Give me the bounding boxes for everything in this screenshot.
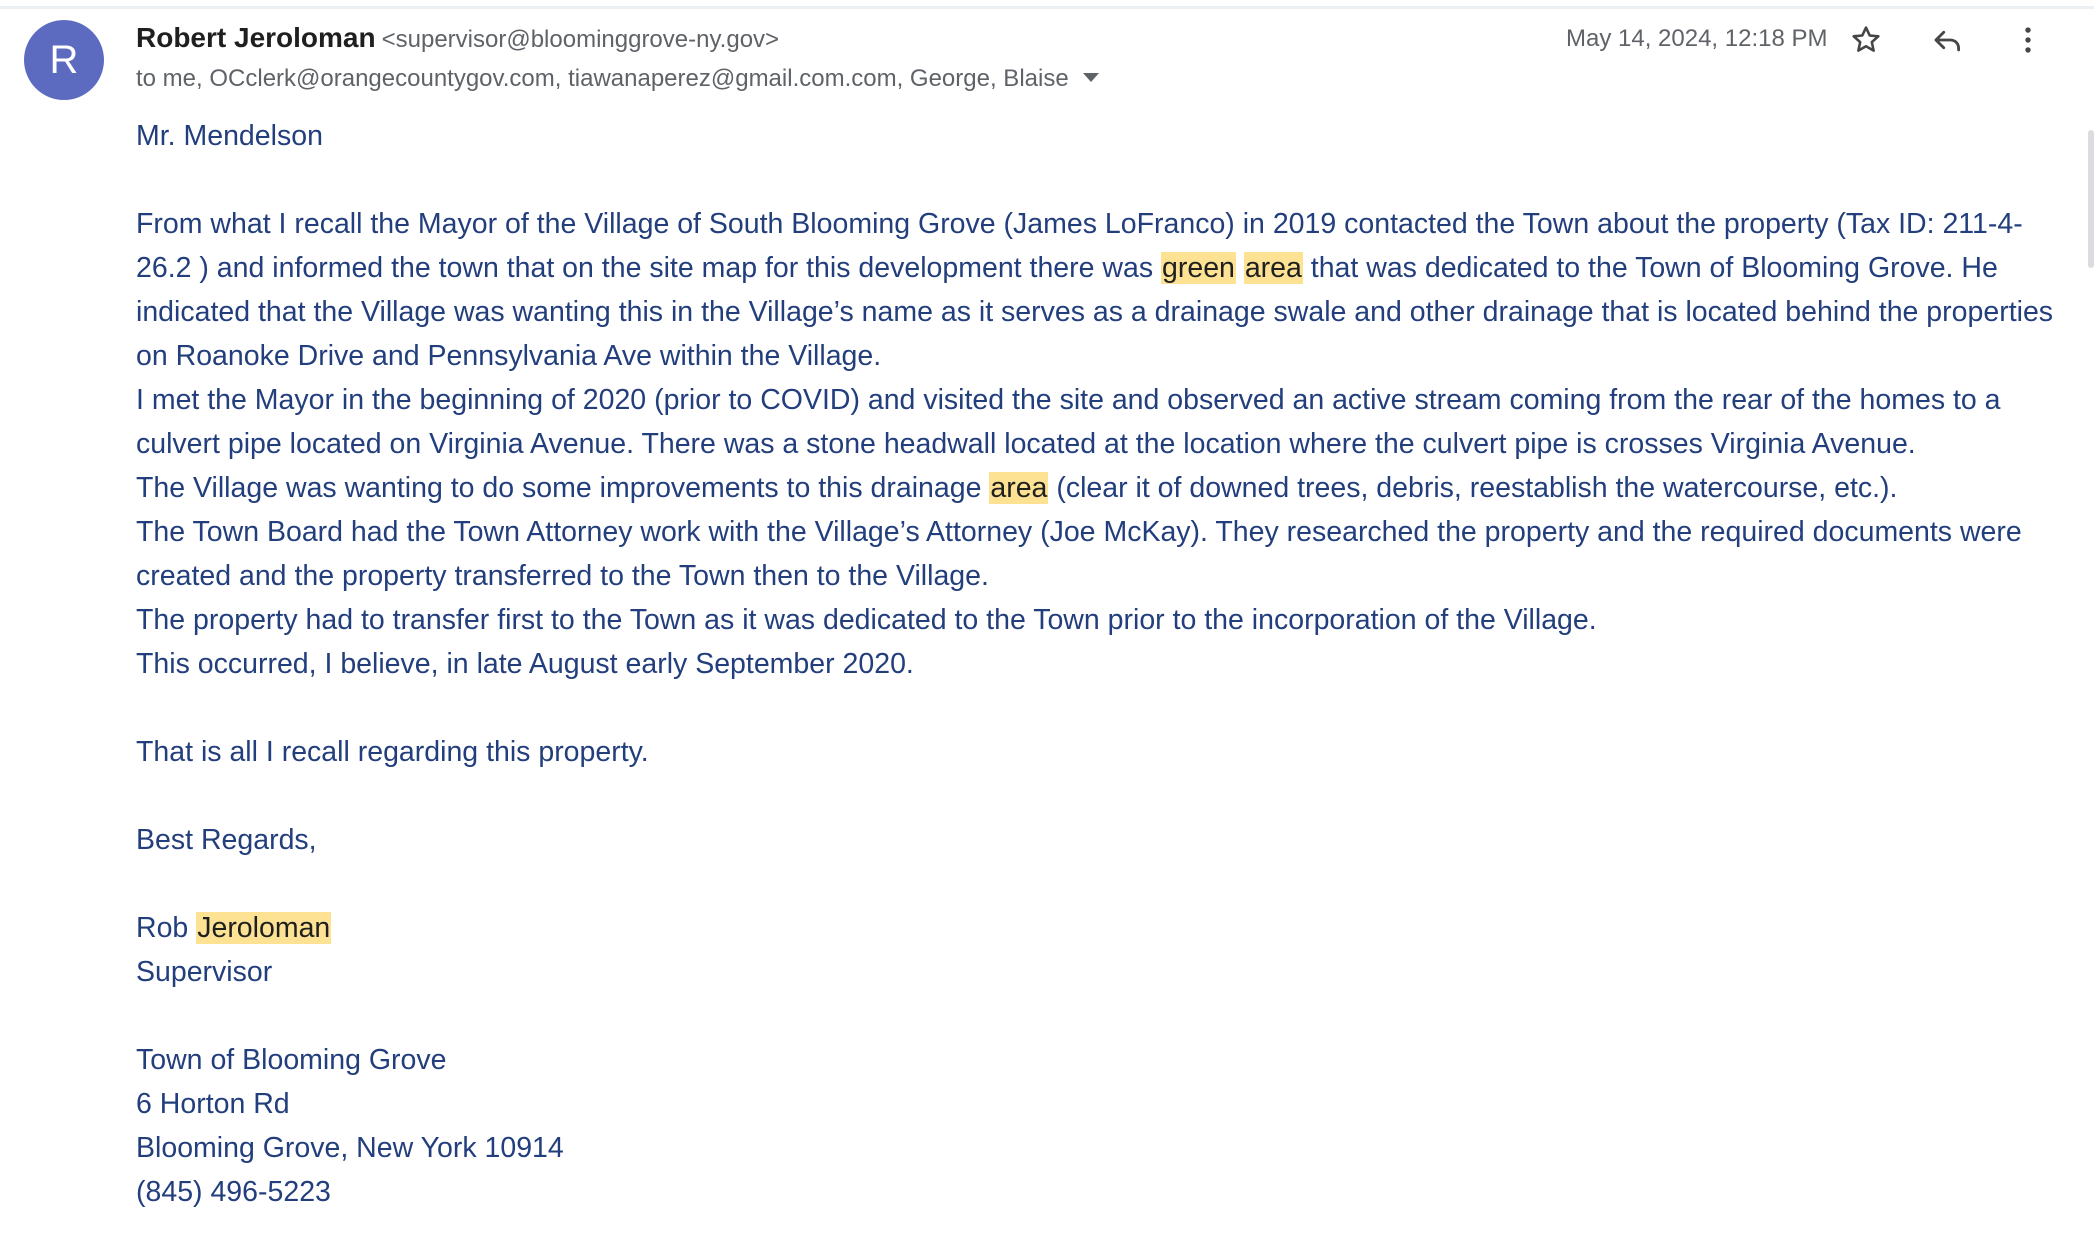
spacer	[136, 158, 2056, 202]
reply-button[interactable]	[1924, 16, 1972, 64]
sender-line	[136, 20, 779, 56]
reply-icon	[1931, 23, 1965, 57]
paragraph-3-text-a: The Village was wanting to do some improvements to this drainage	[136, 472, 990, 504]
signature-first-name: Rob	[136, 912, 189, 944]
paragraph-6: This occurred, I believe, in late August early September 2020.	[136, 648, 914, 680]
paragraph-1-text-a: From what I recall the Mayor of the Village of South Blooming Grove (James LoFranco) in 2019 contacted the Town about the property (Tax ID: 211-4-26.2 ) and informed the town that on the site map for this development there was	[136, 208, 2023, 284]
paragraph-1-text-b: that was dedicated to the Town of Blooming Grove. He indicated that the Village was wanting this in the Village’s name as it serves as a drainage swale and other drainage that is located behind the properties on Roanoke Drive and Pennsylvania Ave within the Village.	[136, 252, 2054, 372]
recipients-text: to me, OCclerk@orangecountygov.com, tiawanaperez@gmail.com.com, George, Blaise	[136, 65, 1069, 92]
salutation: Mr. Mendelson	[136, 120, 323, 152]
paragraph-4: The Town Board had the Town Attorney work with the Village’s Attorney (Joe McKay). They researched the property and the required documents were created and the property transferred to the Town then to the Village.	[136, 516, 2022, 592]
closing: Best Regards,	[136, 824, 317, 856]
signature-address-2: Blooming Grove, New York 10914	[136, 1132, 564, 1164]
signature-title: Supervisor	[136, 956, 273, 988]
top-divider	[0, 6, 2094, 9]
spacer	[136, 774, 2056, 818]
sender-email[interactable]: <supervisor@bloominggrove-ny.gov>	[381, 26, 780, 53]
paragraph-2: I met the Mayor in the beginning of 2020 (prior to COVID) and visited the site and observed an active stream coming from the rear of the homes to a culvert pipe located on Virginia Avenue. There was a stone headwall located at the location where the culvert pipe is crosses Virginia Avenue.	[136, 384, 2001, 460]
signature-address-1: 6 Horton Rd	[136, 1088, 290, 1120]
star-icon	[1849, 23, 1883, 57]
paragraph-5: The property had to transfer first to the Town as it was dedicated to the Town prior to the incorporation of the Village.	[136, 604, 1597, 636]
paragraph-1	[136, 202, 2056, 378]
recipients-line[interactable]	[136, 62, 1099, 96]
spacer	[136, 862, 2056, 906]
scrollbar[interactable]	[2088, 130, 2094, 268]
paragraph-7: That is all I recall regarding this property.	[136, 736, 649, 768]
signature-org: Town of Blooming Grove	[136, 1044, 447, 1076]
search-highlight: area	[1244, 252, 1302, 284]
timestamp: May 14, 2024, 12:18 PM	[1566, 25, 1828, 52]
more-options-button[interactable]	[2004, 16, 2052, 64]
paragraph-3-text-b: (clear it of downed trees, debris, reestablish the watercourse, etc.).	[1048, 472, 1898, 504]
search-highlight: green	[1162, 252, 1235, 284]
avatar[interactable]: R	[24, 20, 104, 100]
chevron-down-icon[interactable]	[1083, 73, 1099, 82]
sender-name[interactable]: Robert Jeroloman	[136, 22, 376, 53]
spacer	[136, 686, 2056, 730]
message-body	[136, 114, 2056, 1214]
search-highlight: Jeroloman	[197, 912, 331, 944]
more-vert-icon	[2011, 23, 2045, 57]
signature-name	[136, 906, 2056, 950]
search-highlight: area	[990, 472, 1048, 504]
signature-phone[interactable]: (845) 496-5223	[136, 1176, 331, 1208]
paragraph-3	[136, 466, 2056, 510]
spacer	[136, 994, 2056, 1038]
star-button[interactable]	[1842, 16, 1890, 64]
